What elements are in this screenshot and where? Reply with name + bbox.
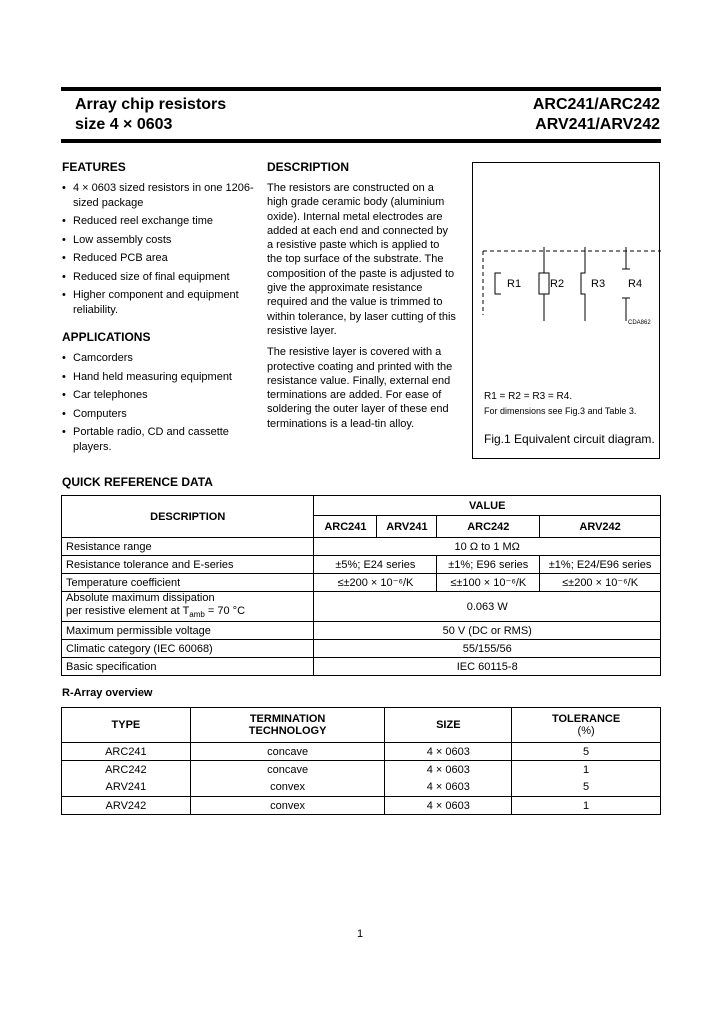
- circuit-diagram: [473, 163, 661, 363]
- qrd-heading: QUICK REFERENCE DATA: [62, 475, 213, 489]
- table-row: [62, 779, 661, 797]
- label-r1: R1: [507, 278, 522, 290]
- cell: convex: [190, 779, 385, 797]
- row-value: ±1%; E96 series: [437, 556, 540, 574]
- header-line: TERMINATION: [249, 713, 326, 725]
- title-line-1: Array chip resistors: [75, 96, 227, 113]
- row-value: ≤±200 × 10⁻⁶/K: [314, 574, 437, 592]
- figure-note-1: R1 = R2 = R3 = R4.: [484, 391, 573, 402]
- application-item: • Computers: [62, 407, 242, 422]
- feature-item: • Reduced size of final equipment: [62, 270, 257, 285]
- label-part: per resistive element at T: [66, 605, 190, 617]
- application-item: • Portable radio, CD and cassette players.: [62, 425, 242, 454]
- row-value: 0.063 W: [314, 592, 661, 622]
- row-label: Temperature coefficient: [62, 574, 314, 592]
- cell: 4 × 0603: [385, 779, 512, 797]
- row-label: [62, 592, 314, 622]
- title-line-2: size 4 × 0603: [75, 116, 173, 133]
- label-subscript: amb: [189, 610, 205, 620]
- figure-box: [472, 162, 660, 459]
- row-label: Resistance tolerance and E-series: [62, 556, 314, 574]
- col-tolerance: [512, 708, 661, 743]
- document-title: [75, 95, 226, 135]
- table-row: [62, 797, 661, 815]
- cell: 5: [512, 743, 661, 761]
- row-value: ≤±200 × 10⁻⁶/K: [540, 574, 661, 592]
- col-type: ARV241: [377, 516, 437, 538]
- cell: concave: [190, 761, 385, 779]
- applications-list: [62, 351, 242, 458]
- description-paragraph: The resistors are constructed on a high grade ceramic body (aluminium oxide). Internal metal electrodes are added at each end and connected by a resistive paste which is applied to the top surface of the substrate. The composition of the paste is adjusted to give the approximate resistance required and the value is trimmed to within tolerance, by laser cutting of this resistive layer.: [267, 182, 456, 337]
- col-type: ARV242: [540, 516, 661, 538]
- parts-line-2: ARV241/ARV242: [535, 116, 660, 133]
- description-heading: DESCRIPTION: [267, 160, 350, 174]
- page-number: 1: [357, 928, 364, 940]
- table-row: [62, 574, 661, 592]
- features-list: [62, 181, 257, 321]
- cell: 5: [512, 779, 661, 797]
- cell: 4 × 0603: [385, 743, 512, 761]
- row-value: 10 Ω to 1 MΩ: [314, 538, 661, 556]
- application-item: • Camcorders: [62, 351, 242, 366]
- table-row: [62, 622, 661, 640]
- col-type: TYPE: [62, 708, 191, 743]
- row-label: Resistance range: [62, 538, 314, 556]
- cell: ARC241: [62, 743, 191, 761]
- table-row: [62, 640, 661, 658]
- row-label: Basic specification: [62, 658, 314, 676]
- label-r2: R2: [550, 278, 565, 290]
- parts-line-1: ARC241/ARC242: [532, 96, 660, 113]
- table-row: [62, 743, 661, 761]
- row-label: Climatic category (IEC 60068): [62, 640, 314, 658]
- table-row: [62, 761, 661, 779]
- row-value: ±5%; E24 series: [314, 556, 437, 574]
- header-line: TOLERANCE: [551, 713, 621, 725]
- cell: 4 × 0603: [385, 761, 512, 779]
- r-array-overview-table: [61, 707, 661, 815]
- row-value: ≤±100 × 10⁻⁶/K: [437, 574, 540, 592]
- part-numbers: [533, 95, 660, 135]
- cell: ARV242: [62, 797, 191, 815]
- table-row: [62, 592, 661, 622]
- table-row: [62, 556, 661, 574]
- col-type: ARC241: [314, 516, 377, 538]
- feature-item: • Reduced PCB area: [62, 251, 257, 266]
- row-value: 50 V (DC or RMS): [314, 622, 661, 640]
- header-line: TECHNOLOGY: [248, 725, 327, 737]
- col-size: SIZE: [385, 708, 512, 743]
- label-r4: R4: [628, 278, 643, 290]
- row-label: Maximum permissible voltage: [62, 622, 314, 640]
- label-r3: R3: [591, 278, 606, 290]
- col-type: ARC242: [437, 516, 540, 538]
- feature-item: • Higher component and equipment reliability.: [62, 288, 257, 317]
- figure-caption: Fig.1 Equivalent circuit diagram.: [484, 432, 655, 446]
- row-value: IEC 60115-8: [314, 658, 661, 676]
- description-text: [267, 181, 457, 438]
- feature-item: • Low assembly costs: [62, 233, 257, 248]
- overview-heading: R-Array overview: [62, 687, 153, 699]
- table-row: [62, 658, 661, 676]
- cell: 4 × 0603: [385, 797, 512, 815]
- cell: 1: [512, 761, 661, 779]
- feature-item: • Reduced reel exchange time: [62, 214, 257, 229]
- features-heading: FEATURES: [62, 160, 126, 174]
- header-line: (%): [577, 725, 595, 737]
- col-value: VALUE: [314, 496, 661, 516]
- top-rule: [61, 87, 661, 91]
- cell: 1: [512, 797, 661, 815]
- table-row: [62, 538, 661, 556]
- col-description: DESCRIPTION: [62, 496, 314, 538]
- cell: ARV241: [62, 779, 191, 797]
- quick-reference-table: [61, 495, 661, 676]
- cell: convex: [190, 797, 385, 815]
- application-item: • Car telephones: [62, 388, 242, 403]
- applications-heading: APPLICATIONS: [62, 330, 151, 344]
- label-part: = 70 °C: [204, 605, 246, 617]
- cell: ARC242: [62, 761, 191, 779]
- feature-item: • 4 × 0603 sized resistors in one 1206-sized package: [62, 181, 257, 210]
- row-value: 55/155/56: [314, 640, 661, 658]
- title-rule: [61, 139, 661, 143]
- figure-code: CDA862: [628, 320, 651, 326]
- figure-note-2: For dimensions see Fig.3 and Table 3.: [484, 406, 637, 416]
- description-paragraph: The resistive layer is covered with a protective coating and printed with the resistance value. Finally, external end terminations are added. For ease of soldering the outer layer of these end terminations is a lead-tin alloy.: [267, 346, 453, 430]
- col-termination: [190, 708, 385, 743]
- application-item: • Hand held measuring equipment: [62, 370, 242, 385]
- cell: concave: [190, 743, 385, 761]
- label-part: Absolute maximum dissipation: [66, 592, 215, 604]
- row-value: ±1%; E24/E96 series: [540, 556, 661, 574]
